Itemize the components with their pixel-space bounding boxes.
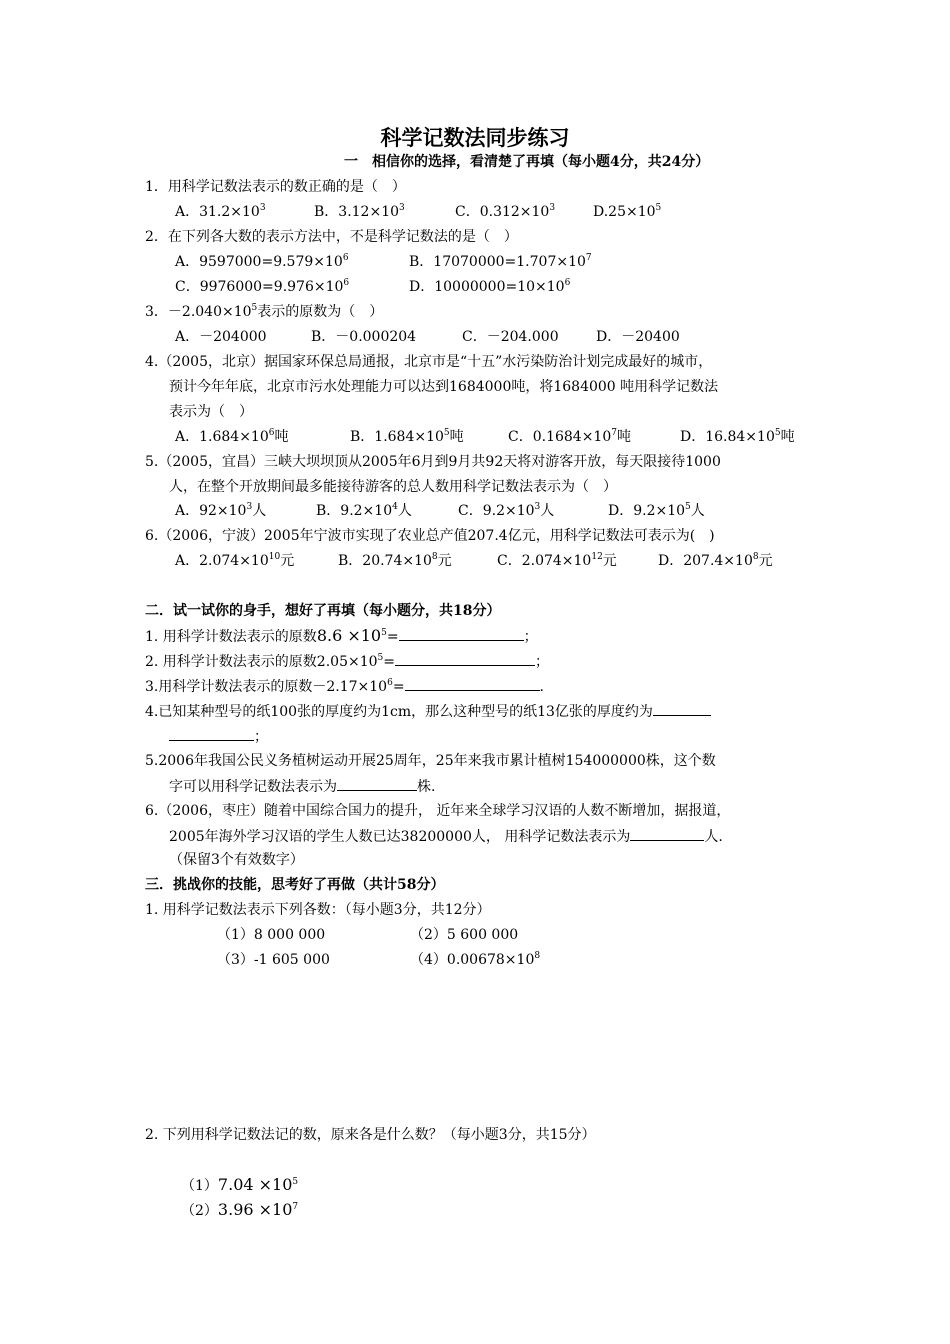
q1-6-stem: 6.（2006，宁波）2005年宁波市实现了农业总产值207.4亿元，用科学记数法可表示为( ) — [145, 528, 715, 544]
q3-1-item-3: （3）-1 605 000 — [217, 952, 330, 968]
q1-5-option-d: D．$9.2\times 10^5$人 — [608, 502, 705, 519]
q1-2-option-c: C．$9976000=9.976\times 10^6$ — [175, 278, 350, 295]
q1-4-line-3: 表示为（ ） — [169, 404, 253, 420]
answer-blank[interactable] — [630, 827, 704, 841]
answer-blank[interactable] — [653, 702, 711, 716]
q1-4-option-a: A．$1.684\times 10^6$吨 — [175, 428, 289, 445]
q3-1-item-1: （1）8 000 000 — [217, 927, 326, 943]
q2-5-line-2: 字可以用科学记数法表示为 株. — [169, 779, 436, 795]
q1-3-option-b: B．－0.000204 — [311, 329, 417, 345]
page-title: 科学记数法同步练习 — [380, 125, 570, 150]
section-2-heading: 二．试一试你的身手，想好了再填（每小题分，共18分） — [145, 603, 501, 619]
q2-4-line-1: 4.已知某种型号的纸100张的厚度约为1cm，那么这种型号的纸13亿张的厚度约为 — [145, 702, 711, 721]
q1-2-option-b: B．$17070000=1.707\times 10^7$ — [409, 253, 592, 270]
q1-3-stem: 3．$-2.040\times 10^5$表示的原数为（ ） — [145, 303, 384, 320]
answer-blank[interactable] — [405, 677, 540, 691]
q2-4-line-2: ； — [169, 727, 268, 746]
q1-3-option-c: C．－204.000 — [462, 329, 559, 345]
q1-6-option-c: C．$2.074\times 10^{12}$元 — [497, 552, 617, 569]
q1-2-option-d: D．$10000000=10\times 10^6$ — [409, 278, 571, 295]
q3-1-item-2: （2）5 600 000 — [410, 927, 519, 943]
q3-1-item-4: $(4)0.00678\times 10^8$ — [410, 951, 541, 968]
q1-5-option-a: A．$92\times 10^3$人 — [175, 502, 267, 519]
q1-4-option-c: C．$0.1684\times 10^7$吨 — [508, 428, 631, 445]
q1-4-line-2: 预计今年年底，北京市污水处理能力可以达到1684000吨，将1684000 吨用科学记数法 — [169, 379, 719, 395]
q2-6-line-1: 6.（2006，枣庄）随着中国综合国力的提升， 近年来全球学习汉语的人数不断增加，据报道， — [145, 803, 731, 819]
q3-2-item-1: $(1)7.04 \times 10^5$ — [181, 1175, 299, 1194]
q1-1-stem: 1．用科学记数法表示的数正确的是（ ） — [145, 179, 406, 195]
q3-2-item-2: $(2)3.96 \times 10^7$ — [181, 1200, 299, 1219]
q1-6-option-b: B．$20.74\times 10^8$元 — [338, 552, 452, 569]
q1-1-option-a: A．$31.2\times 10^3$ — [175, 203, 266, 220]
q1-5-option-c: C．$9.2\times 10^3$人 — [458, 502, 555, 519]
q2-6-line-2: 2005年海外学习汉语的学生人数已达38200000人， 用科学记数法表示为 人. — [169, 829, 723, 845]
q1-4-option-d: D．$16.84\times 10^5$吨 — [680, 428, 795, 445]
answer-blank[interactable] — [399, 627, 524, 641]
q1-1-option-c: C．$0.312\times 10^3$ — [455, 203, 556, 220]
q2-1: 1. 用科学计数法表示的原数$8.6 \times 10^5=$ ； — [145, 626, 538, 645]
q2-6-line-3: （保留3个有效数字） — [169, 852, 304, 868]
answer-blank[interactable] — [169, 727, 254, 741]
q2-5-line-1: 5.2006年我国公民义务植树运动开展25周年，25年来我市累计植树154000000株，这个数 — [145, 753, 716, 769]
q1-3-option-d: D．－20400 — [596, 329, 680, 345]
section-1-heading: 一 相信你的选择，看清楚了再填（每小题4分，共24分） — [344, 154, 710, 170]
q1-2-stem: 2．在下列各大数的表示方法中，不是科学记数法的是（ ） — [145, 229, 518, 245]
section-3-heading: 三．挑战你的技能，思考好了再做（共计58分） — [145, 877, 445, 893]
q2-3: 3.用科学计数法表示的原数$-2.17\times 10^6=$ . — [145, 678, 544, 695]
q1-3-option-a: A．－204000 — [175, 329, 267, 345]
q3-1-stem: 1. 用科学记数法表示下列各数：（每小题3分，共12分） — [145, 902, 491, 918]
q1-6-option-d: D．$207.4\times 10^8$元 — [658, 552, 773, 569]
q1-2-option-a: A．$9597000=9.579\times 10^6$ — [175, 253, 349, 270]
q1-5-line-2: 人，在整个开放期间最多能接待游客的总人数用科学记数法表示为（ ） — [169, 479, 617, 495]
q2-2: 2. 用科学计数法表示的原数$2.05\times 10^5=$ ； — [145, 653, 549, 670]
q1-6-option-a: A．$2.074\times 10^{10}$元 — [175, 552, 295, 569]
q1-5-line-1: 5.（2005，宜昌）三峡大坝坝顶从2005年6月到9月共92天将对游客开放，每天限接待1000 — [145, 454, 721, 470]
q1-4-line-1: 4.（2005，北京）据国家环保总局通报，北京市是“十五”水污染防治计划完成最好的城市， — [145, 354, 713, 370]
answer-blank[interactable] — [395, 652, 535, 666]
q1-5-option-b: B．$9.2\times 10^4$人 — [316, 502, 412, 519]
q1-4-option-b: B．$1.684\times 10^5$吨 — [350, 428, 464, 445]
q1-1-option-d: $D.25\times 10^5$ — [593, 203, 662, 220]
q1-1-option-b: B．$3.12\times 10^3$ — [314, 203, 405, 220]
q3-2-stem: 2. 下列用科学记数法记的数，原来各是什么数？（每小题3分，共15分） — [145, 1127, 596, 1143]
answer-blank[interactable] — [337, 777, 417, 791]
